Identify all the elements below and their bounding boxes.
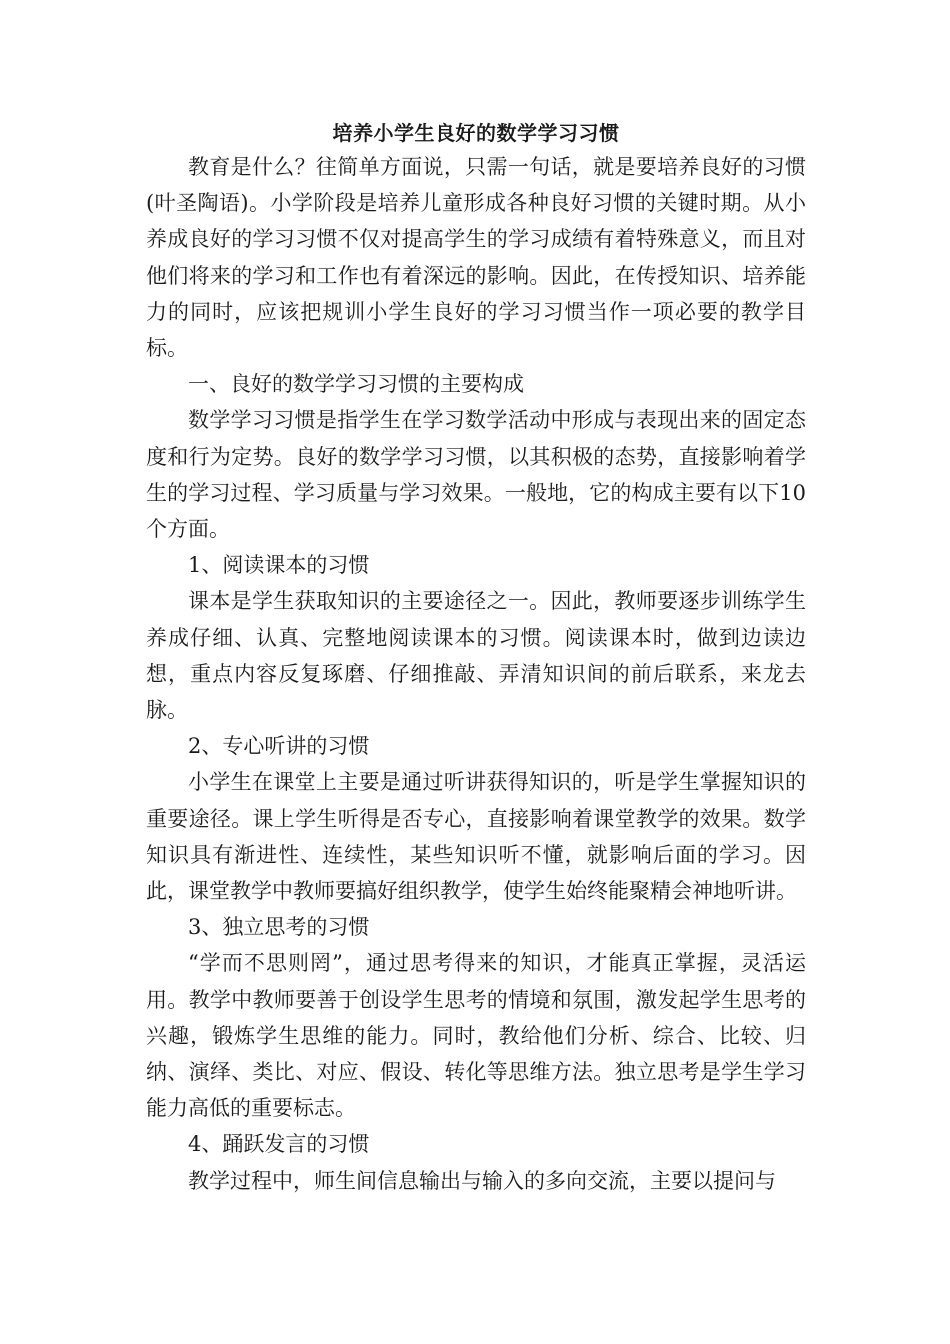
paragraph-habit-definition: 数学学习习惯是指学生在学习数学活动中形成与表现出来的固定态度和行为定势。良好的数学学习习惯，以其积极的态势，直接影响着学生的学习过程、学习质量与学习效果。一般地，它的构成主要有以下10个方面。: [146, 408, 806, 542]
paragraph-thinking-habit: “学而不思则罔”，通过思考得来的知识，才能真正掌握，灵活运用。教学中教师要善于创设学生思考的情境和氛围，激发起学生思考的兴趣，锻炼学生思维的能力。同时，教给他们分析、综合、比较、归纳、演绎、类比、对应、假设、转化等思维方法。独立思考是学生学习能力高低的重要标志。: [146, 951, 806, 1121]
paragraph-intro: 教育是什么？往简单方面说，只需一句话，就是要培养良好的习惯(叶圣陶语)。小学阶段是培养儿童形成各种良好习惯的关键时期。从小养成良好的学习习惯不仅对提高学生的学习成绩有着特殊意义，而且对他们将来的学习和工作也有着深远的影响。因此，在传授知识、培养能力的同时，应该把规训小学生良好的学习习惯当作一项必要的教学目标。: [146, 155, 806, 361]
document-body: [146, 118, 806, 1199]
document-title: 培养小学生良好的数学学习习惯: [332, 121, 620, 145]
section-heading-1: 一、良好的数学学习习惯的主要构成: [188, 372, 524, 397]
subheading-reading-habit: 1、阅读课本的习惯: [188, 553, 370, 578]
subheading-speaking-habit: 4、踊跃发言的习惯: [188, 1132, 370, 1157]
subheading-thinking-habit: 3、独立思考的习惯: [188, 915, 370, 940]
subheading-listening-habit: 2、专心听讲的习惯: [188, 734, 370, 759]
paragraph-reading-habit: 课本是学生获取知识的主要途径之一。因此，教师要逐步训练学生养成仔细、认真、完整地阅读课本的习惯。阅读课本时，做到边读边想，重点内容反复琢磨、仔细推敲、弄清知识间的前后联系，来龙去脉。: [146, 589, 806, 723]
paragraph-speaking-habit: 教学过程中，师生间信息输出与输入的多向交流，主要以提问与: [188, 1168, 776, 1193]
paragraph-listening-habit: 小学生在课堂上主要是通过听讲获得知识的，听是学生掌握知识的重要途径。课上学生听得是否专心，直接影响着课堂教学的效果。数学知识具有渐进性、连续性，某些知识听不懂，就影响后面的学习。因此，课堂教学中教师要搞好组织教学，使学生始终能聚精会神地听讲。: [146, 770, 806, 904]
